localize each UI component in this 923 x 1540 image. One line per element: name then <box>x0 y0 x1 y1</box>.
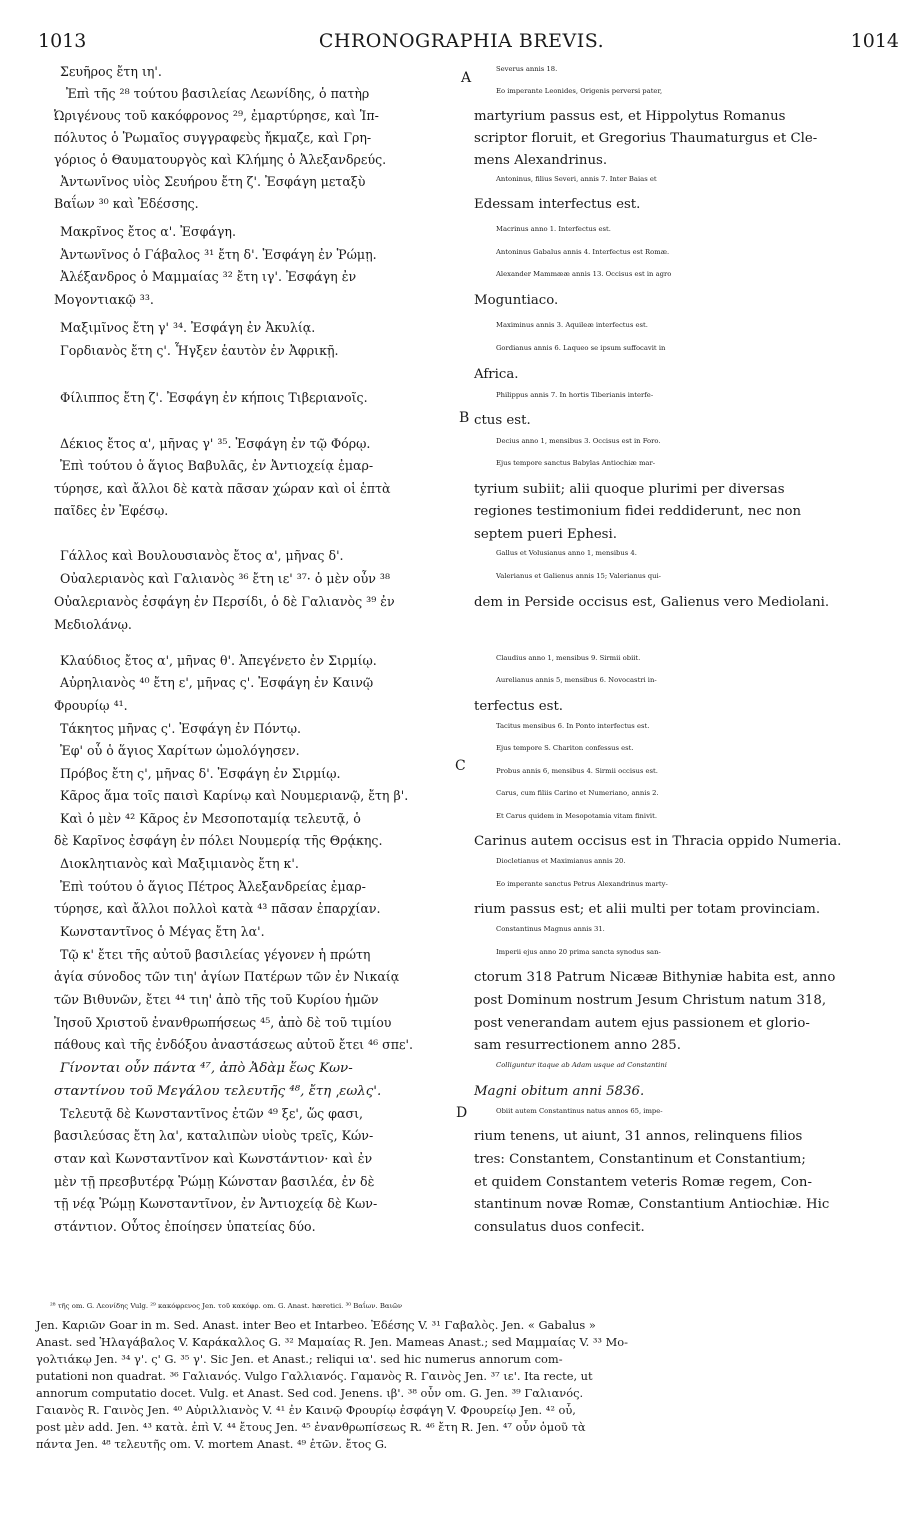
greek-line: Αὐρηλιανὸς ⁴⁰ ἔτη ε', μῆνας ς'. Ἐσφάγη ἐν Καινῷ <box>60 675 374 690</box>
greek-line: Δέκιος ἔτος α', μῆνας γ' ³⁵. Ἐσφάγη ἐν τῷ Φόρῳ. <box>60 436 371 451</box>
latin-line: rium tenens, ut aiunt, 31 annos, relinquens filios <box>474 1129 803 1144</box>
latin-line: Africa. <box>474 367 519 382</box>
latin-line: Maximinus annis 3. Aquileæ interfectus est. <box>496 321 648 329</box>
greek-line: Σευῆρος ἔτη ιη'. <box>60 64 162 79</box>
greek-line: Ἰησοῦ Χριστοῦ ἐνανθρωπήσεως ⁴⁵, ἀπὸ δὲ τοῦ τιμίου <box>54 1015 392 1030</box>
greek-line: Ἀλέξανδρος ὁ Μαμμαίας ³² ἔτη ιγ'. Ἐσφάγη ἐν <box>60 269 357 284</box>
latin-line: Et Carus quidem in Mesopotamia vitam finivit. <box>496 812 657 820</box>
page-header <box>0 30 923 60</box>
greek-line: Ἐπὶ τούτου ὁ ἅγιος Βαβυλᾶς, ἐν Ἀντιοχείᾳ ἐμαρ- <box>60 458 374 473</box>
greek-line: Βαΐων ³⁰ καὶ Ἐδέσσης. <box>54 196 199 211</box>
greek-line: ἁγία σύνοδος τῶν τιη' ἁγίων Πατέρων τῶν ἐν Νικαίᾳ <box>54 969 400 984</box>
latin-line: Ejus tempore sanctus Babylas Antiochiæ mar- <box>496 459 655 467</box>
latin-line: stantinum novæ Romæ, Constantium Antiochiæ. Hic <box>474 1197 830 1212</box>
footnote-line: πάντα Jen. ⁴⁸ τελευτῆς om. V. mortem Anast. ⁴⁹ ἐτῶν. ἔτος G. <box>36 1437 388 1451</box>
latin-line: terfectus est. <box>474 699 564 714</box>
greek-line: Ἀντωνῖνος υἱὸς Σευήρου ἔτη ζ'. Ἐσφάγη μεταξὺ <box>60 174 366 189</box>
latin-line: tyrium subiit; alii quoque plurimi per diversas <box>474 482 785 497</box>
page-number-left: 1013 <box>38 30 87 52</box>
latin-line: septem pueri Ephesi. <box>474 527 617 542</box>
greek-line: Τῷ κ' ἔτει τῆς αὐτοῦ βασιλείας γέγονεν ἡ πρώτη <box>60 947 371 962</box>
margin-letter-a: A <box>461 70 472 86</box>
latin-line: Diocletianus et Maximianus annis 20. <box>496 857 626 865</box>
latin-line: Macrinus anno 1. Interfectus est. <box>496 225 611 233</box>
greek-line: Οὐαλεριανὸς ἐσφάγη ἐν Περσίδι, ὁ δὲ Γαλιανὸς ³⁹ ἐν <box>54 594 395 609</box>
latin-line: Gallus et Volusianus anno 1, mensibus 4. <box>496 549 637 557</box>
latin-line: ctus est. <box>474 413 531 428</box>
footnote-line: γολτιάκῳ Jen. ³⁴ γ'. ς' G. ³⁵ γ'. Sic Jen. et Anast.; reliqui ια'. sed hic numerus annorum com- <box>36 1352 563 1366</box>
latin-line: ctorum 318 Patrum Nicææ Bithyniæ habita est, anno <box>474 970 836 985</box>
greek-line: Οὐαλεριανὸς καὶ Γαλιανὸς ³⁶ ἔτη ιε' ³⁷· ὁ μὲν οὖν ³⁸ <box>60 571 390 586</box>
latin-line: Claudius anno 1, mensibus 9. Sirmii obiit. <box>496 654 641 662</box>
greek-line: Μεδιολάνῳ. <box>54 617 132 632</box>
greek-line: πάθους καὶ τῆς ἐνδόξου ἀναστάσεως αὐτοῦ ἔτει ⁴⁶ σπε'. <box>54 1037 414 1052</box>
latin-line: sam resurrectionem anno 285. <box>474 1038 681 1053</box>
greek-line: Ἐπὶ τῆς ²⁸ τούτου βασιλείας Λεωνίδης, ὁ πατὴρ <box>66 86 370 101</box>
greek-line: Μακρῖνος ἔτος α'. Ἐσφάγη. <box>60 224 236 239</box>
greek-line: Κᾶρος ἅμα τοῖς παισὶ Καρίνῳ καὶ Νουμεριανῷ, ἔτη β'. <box>60 788 409 803</box>
latin-summary-line: Colliguntur itaque ab Adam usque ad Constantini <box>496 1061 667 1069</box>
latin-line: scriptor floruit, et Gregorius Thaumaturgus et Cle- <box>474 131 818 146</box>
margin-letter-b: B <box>459 410 470 426</box>
footnote-line: ²⁸ τῆς om. G. Λεονίδης Vulg. ²⁹ κακόφρενος Jen. τοῦ κακόφρ. om. G. Anast. hæretici. ³⁰ Βαΐων. Βαιῶν <box>50 1302 403 1310</box>
latin-line: Philippus annis 7. In hortis Tiberianis interfe- <box>496 391 654 399</box>
greek-line: τύρησε, καὶ ἄλλοι πολλοὶ κατὰ ⁴³ πᾶσαν ἐπαρχίαν. <box>54 901 381 916</box>
greek-line: τύρησε, καὶ ἄλλοι δὲ κατὰ πᾶσαν χώραν καὶ οἱ ἑπτὰ <box>54 481 391 496</box>
latin-line: Antoninus Gabalus annis 4. Interfectus est Romæ. <box>496 248 670 256</box>
latin-line: Carinus autem occisus est in Thracia oppido Numeria. <box>474 834 842 849</box>
latin-line: tres: Constantem, Constantinum et Constantium; <box>474 1152 806 1167</box>
greek-summary-line: σταντίνου τοῦ Μεγάλου τελευτῆς ⁴⁸, ἔτη ͵εωλς'. <box>54 1084 382 1099</box>
greek-line: Μαξιμῖνος ἔτη γ' ³⁴. Ἐσφάγη ἐν Ἀκυλίᾳ. <box>60 320 316 335</box>
latin-line: mens Alexandrinus. <box>474 153 608 168</box>
latin-line: dem in Perside occisus est, Galienus vero Mediolani. <box>474 595 830 610</box>
latin-line: consulatus duos confecit. <box>474 1220 645 1235</box>
greek-line: Κλαύδιος ἔτος α', μῆνας θ'. Ἀπεγένετο ἐν Σιρμίῳ. <box>60 653 377 668</box>
greek-line: Ἀντωνῖνος ὁ Γάβαλος ³¹ ἔτη δ'. Ἐσφάγη ἐν Ῥώμῃ. <box>60 247 377 262</box>
greek-line: πόλυτος ὁ Ῥωμαῖος συγγραφεὺς ἤκμαζε, καὶ Γρη- <box>54 130 372 145</box>
footnote-line: putationi non quadrat. ³⁶ Γαλιανός. Vulgo Γαλλιανός. Γαμανὸς R. Γαινὸς Jen. ³⁷ ιε'. Ita recte, ut <box>36 1369 593 1383</box>
latin-line: post Dominum nostrum Jesum Christum natum 318, <box>474 993 827 1008</box>
latin-line: Eo imperante sanctus Petrus Alexandrinus marty- <box>496 880 668 888</box>
footnote-line: Jen. Καριῶν Goar in m. Sed. Anast. inter Beo et Intarbeo. Ἐδέσης V. ³¹ Γαβαλὸς. Jen. « Gabalus » <box>36 1318 596 1332</box>
latin-line: martyrium passus est, et Hippolytus Romanus <box>474 109 786 124</box>
latin-line: Aurelianus annis 5, mensibus 6. Novocastri in- <box>496 676 657 684</box>
latin-line: Gordianus annis 6. Laqueo se ipsum suffocavit in <box>496 344 666 352</box>
latin-line: post venerandam autem ejus passionem et glorio- <box>474 1016 810 1031</box>
latin-line: Severus annis 18. <box>496 65 558 73</box>
latin-line: Obiit autem Constantinus natus annos 65, impe- <box>496 1107 663 1115</box>
page-number-right: 1014 <box>850 30 899 52</box>
greek-line: παῖδες ἐν Ἐφέσῳ. <box>54 503 169 518</box>
greek-line: Ἐπὶ τούτου ὁ ἅγιος Πέτρος Ἀλεξανδρείας ἐμαρ- <box>60 879 366 894</box>
footnote-line: post μὲν add. Jen. ⁴³ κατὰ. ἐπὶ V. ⁴⁴ ἔτους Jen. ⁴⁵ ἐνανθρωπίσεως R. ⁴⁶ ἔτη R. Jen. ⁴⁷ οὖν ὁμοῦ τὰ <box>36 1420 586 1434</box>
greek-line: τῇ νέᾳ Ῥώμῃ Κωνσταντῖνον, ἐν Ἀντιοχείᾳ δὲ Κων- <box>54 1196 378 1211</box>
latin-line: Probus annis 6, mensibus 4. Sirmii occisus est. <box>496 767 658 775</box>
greek-line: βασιλεύσας ἔτη λα', καταλιπὼν υἱοὺς τρεῖς, Κών- <box>54 1128 374 1143</box>
latin-line: Antoninus, filius Severi, annis 7. Inter Baias et <box>496 175 657 183</box>
latin-line: Imperii ejus anno 20 prima sancta synodus san- <box>496 948 661 956</box>
latin-summary-line: Magni obitum anni 5836. <box>474 1084 645 1099</box>
greek-line: Φίλιππος ἔτη ζ'. Ἐσφάγη ἐν κήποις Τιβεριανοῖς. <box>60 390 368 405</box>
margin-letter-c: C <box>455 758 466 774</box>
latin-line: Carus, cum filiis Carino et Numeriano, annis 2. <box>496 789 659 797</box>
latin-line: Ejus tempore S. Chariton confessus est. <box>496 744 634 752</box>
footnote-line: annorum computatio docet. Vulg. et Anast. Sed cod. Jenens. ιβ'. ³⁸ οὖν om. G. Jen. ³⁹ Γαλιανός. <box>36 1386 584 1400</box>
footnote-line: Γαιανὸς R. Γαινὸς Jen. ⁴⁰ Αὐριλλιανὸς V. ⁴¹ ἐν Καινῷ Φρουρίῳ ἐσφάγη V. Φρουρείῳ Jen. ⁴² οὖ, <box>36 1403 576 1417</box>
greek-line: Τελευτᾷ δὲ Κωνσταντῖνος ἐτῶν ⁴⁹ ξε', ὥς φασι, <box>60 1106 364 1121</box>
latin-line: rium passus est; et alii multi per totam provinciam. <box>474 902 821 917</box>
latin-line: Edessam interfectus est. <box>474 197 641 212</box>
greek-line: Διοκλητιανὸς καὶ Μαξιμιανὸς ἔτη κ'. <box>60 856 299 871</box>
running-title: CHRONOGRAPHIA BREVIS. <box>318 30 605 52</box>
greek-line: Μογοντιακῷ ³³. <box>54 292 154 307</box>
latin-line: Alexander Mammææ annis 13. Occisus est in agro <box>496 270 672 278</box>
greek-line: γόριος ὁ Θαυματουργὸς καὶ Κλήμης ὁ Ἀλεξανδρεύς. <box>54 152 387 167</box>
latin-line: Moguntiaco. <box>474 293 559 308</box>
greek-line: δὲ Καρῖνος ἐσφάγη ἐν πόλει Νουμερίᾳ τῆς Θρᾴκης. <box>54 833 383 848</box>
latin-line: Tacitus mensibus 6. In Ponto interfectus est. <box>496 722 650 730</box>
margin-letter-d: D <box>456 1105 468 1121</box>
footnote-line: Anast. sed Ἡλαγάβαλος V. Καράκαλλος G. ³² Μαμαίας R. Jen. Mameas Anast.; sed Μαμμαίας V. ³³ Μο- <box>36 1335 628 1349</box>
latin-line: Eo imperante Leonides, Origenis perversi pater, <box>496 87 663 95</box>
greek-line: στάντιον. Οὗτος ἐποίησεν ὑπατείας δύο. <box>54 1219 316 1234</box>
greek-line: Ἐφ' οὗ ὁ ἅγιος Χαρίτων ὡμολόγησεν. <box>60 743 300 758</box>
greek-line: Γάλλος καὶ Βουλουσιανὸς ἔτος α', μῆνας δ'. <box>60 548 344 563</box>
greek-line: Καὶ ὁ μὲν ⁴² Κᾶρος ἐν Μεσοποταμίᾳ τελευτᾷ, ὁ <box>60 811 361 826</box>
greek-line: Φρουρίῳ ⁴¹. <box>54 698 128 713</box>
latin-line: Decius anno 1, mensibus 3. Occisus est in Foro. <box>496 437 661 445</box>
latin-line: Valerianus et Galienus annis 15; Valerianus qui- <box>496 572 661 580</box>
greek-line: τῶν Βιθυνῶν, ἔτει ⁴⁴ τιη' ἀπὸ τῆς τοῦ Κυρίου ἡμῶν <box>54 992 379 1007</box>
greek-line: Γορδιανὸς ἔτη ς'. Ἧγξεν ἑαυτὸν ἐν Ἀφρικῇ. <box>60 343 339 358</box>
latin-line: regiones testimonium fidei reddiderunt, nec non <box>474 504 802 519</box>
greek-line: Ὠριγένους τοῦ κακόφρονος ²⁹, ἐμαρτύρησε, καὶ Ἱπ- <box>54 108 379 123</box>
greek-line: Πρόβος ἔτη ς', μῆνας δ'. Ἐσφάγη ἐν Σιρμίῳ. <box>60 766 341 781</box>
greek-line: σταν καὶ Κωνσταντῖνον καὶ Κωνστάντιον· καὶ ἐν <box>54 1151 373 1166</box>
greek-line: Κωνσταντῖνος ὁ Μέγας ἔτη λα'. <box>60 924 265 939</box>
greek-line: Τάκητος μῆνας ς'. Ἐσφάγη ἐν Πόντῳ. <box>60 721 302 736</box>
greek-line: μὲν τῇ πρεσβυτέρᾳ Ῥώμῃ Κώνσταν βασιλέα, ἐν δὲ <box>54 1174 375 1189</box>
greek-summary-line: Γίνονται οὖν πάντα ⁴⁷, ἀπὸ Ἀδὰμ ἕως Κων- <box>60 1061 353 1076</box>
latin-line: Constantinus Magnus annis 31. <box>496 925 605 933</box>
latin-line: et quidem Constantem veteris Romæ regem, Con- <box>474 1175 812 1190</box>
